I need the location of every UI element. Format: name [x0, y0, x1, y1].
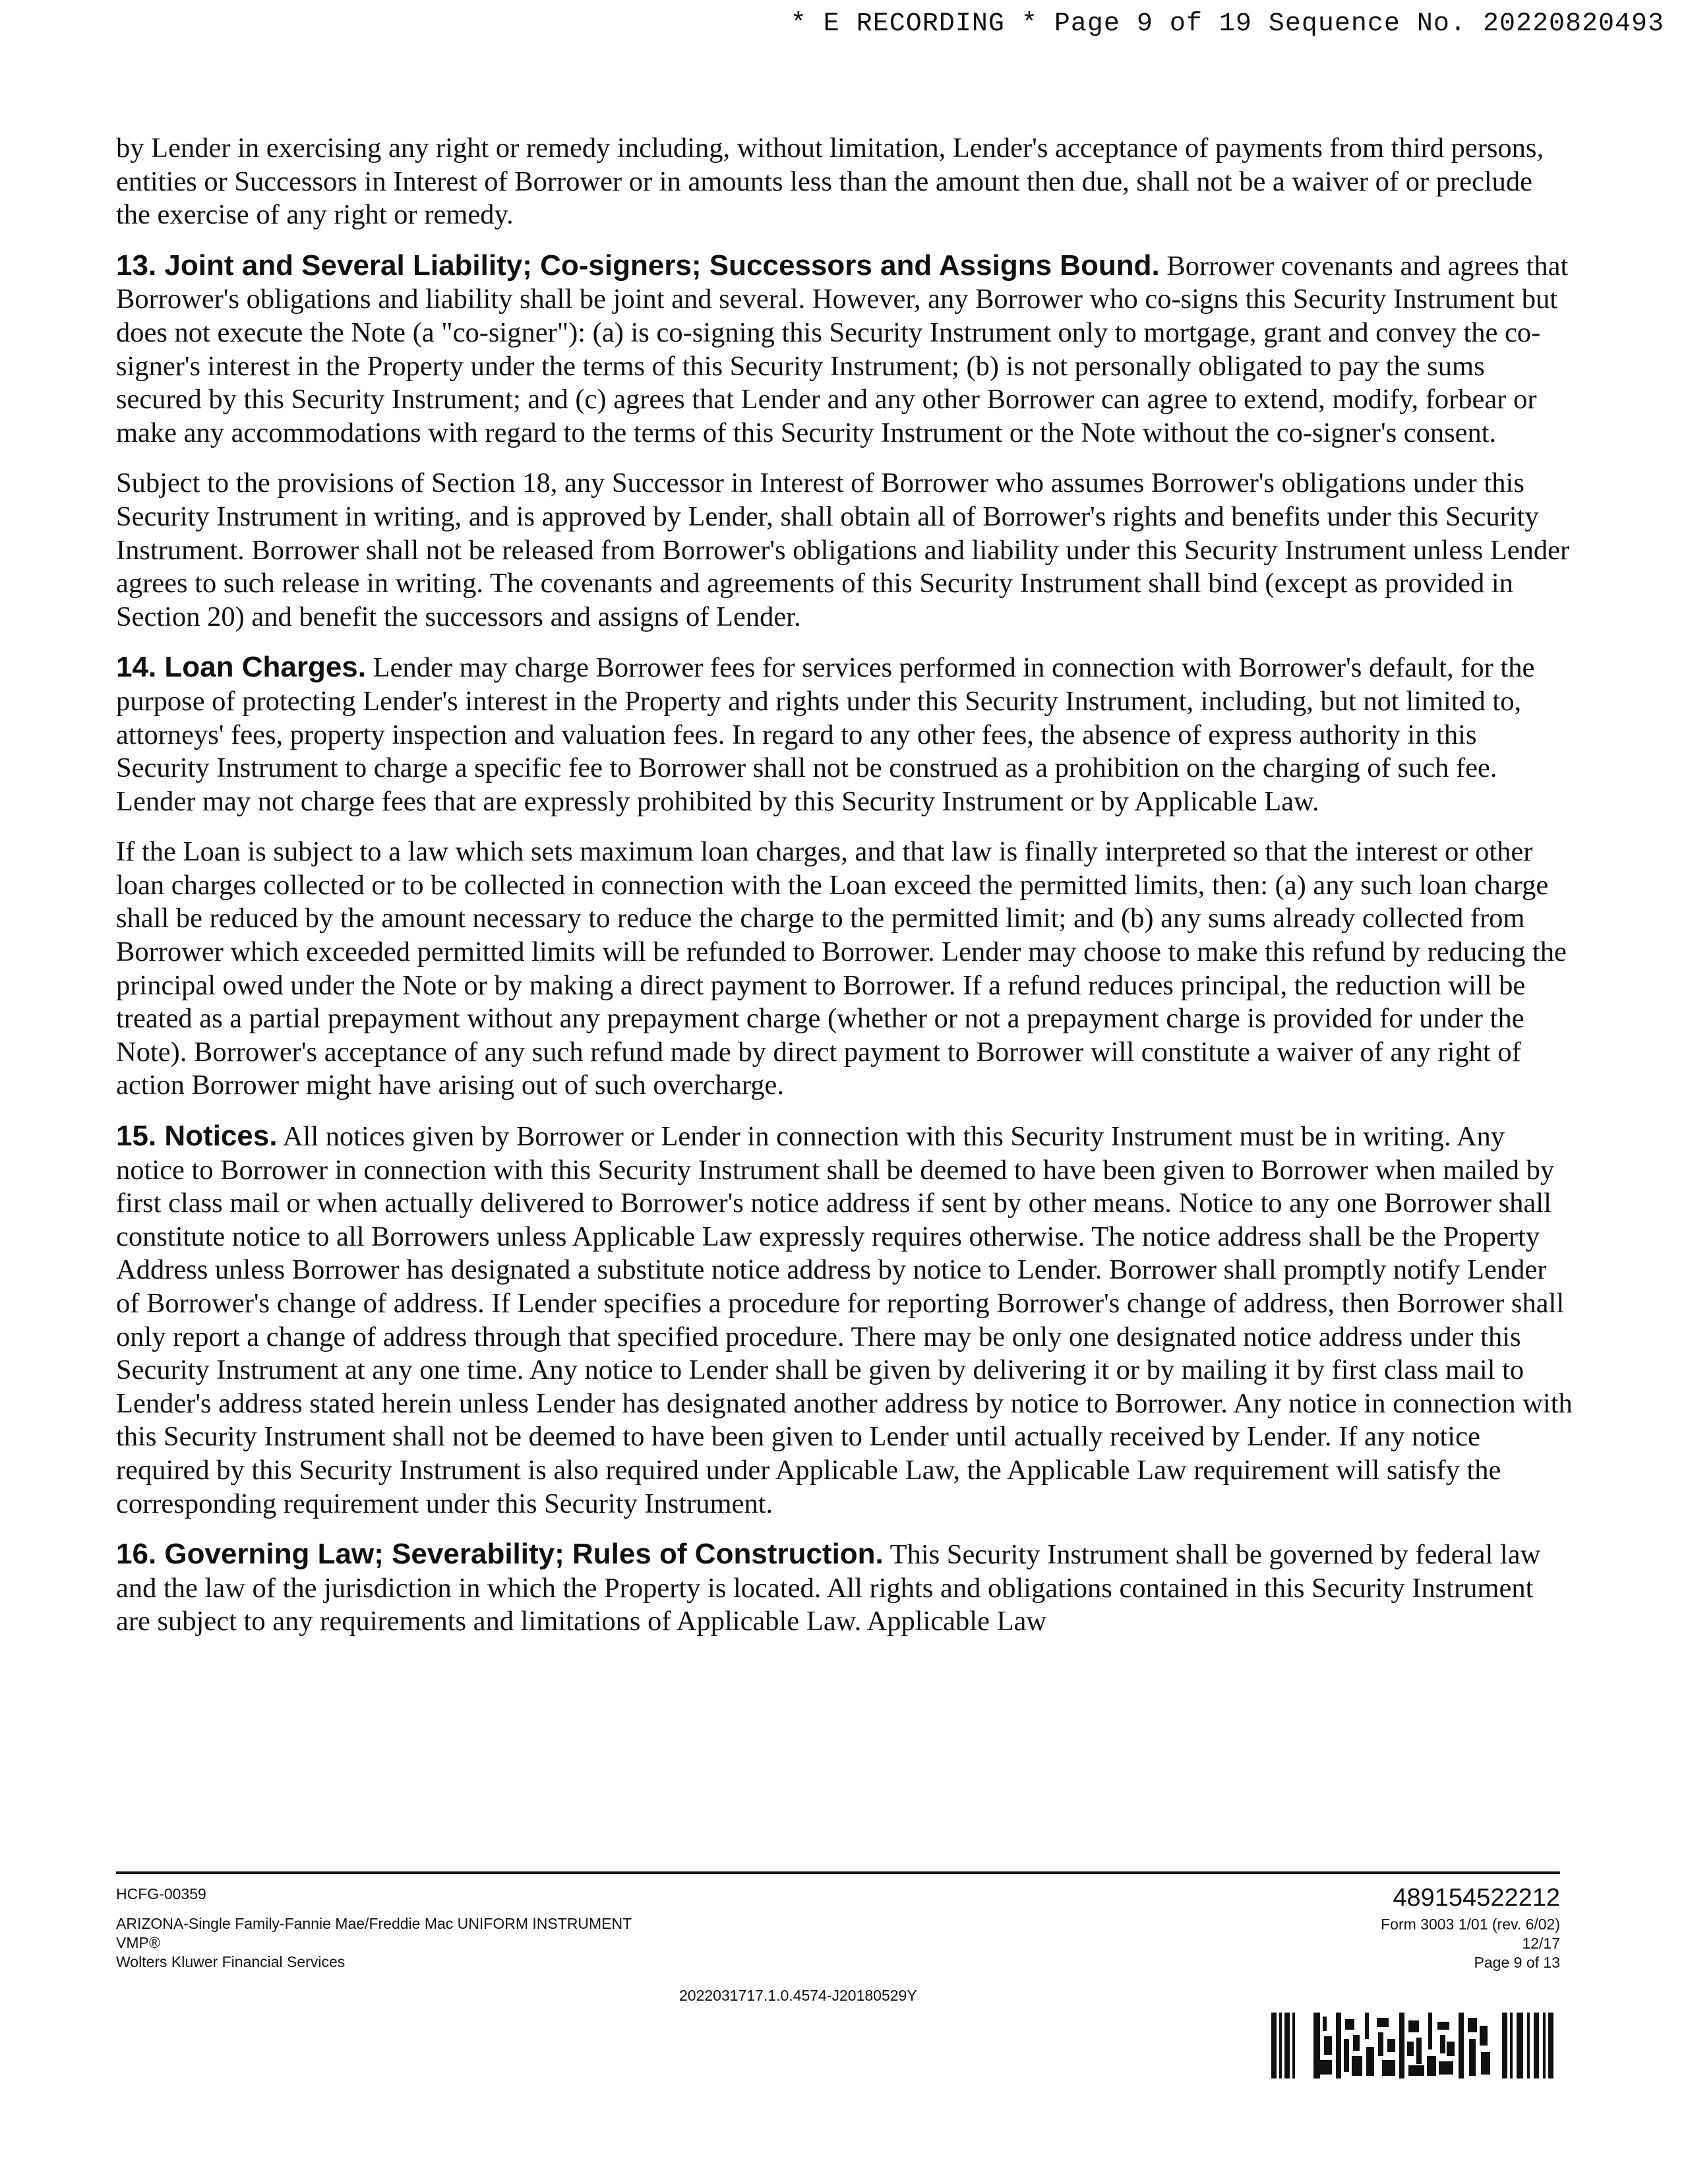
footer-doc-id: HCFG-00359 [116, 1885, 206, 1902]
section-13-paragraph [116, 249, 1573, 450]
page-number: Page 9 of 13 [1474, 1954, 1560, 1971]
footer-right-block [1381, 1883, 1560, 1972]
section-16-heading: 16. Governing Law; Severability; Rules of Construction. [116, 1538, 884, 1571]
footer-left-block [116, 1885, 632, 1972]
section-15-heading: 15. Notices. [116, 1120, 278, 1153]
footer-form-title: ARIZONA-Single Family-Fannie Mae/Freddie Mac UNIFORM INSTRUMENT [116, 1915, 632, 1932]
footer-publisher: Wolters Kluwer Financial Services [116, 1953, 346, 1970]
footer-divider [116, 1871, 1560, 1874]
section-14-text: Lender may charge Borrower fees for services performed in connection with Borrower's default, for the purpose of protecting Lender's interest in the Property and rights under this Security Instrument, including, but not limited to, attorneys' fees, property inspection and valuation fees. In regard to any other fees, the absence of express authority in this Security Instrument to charge a specific fee to Borrower shall not be construed as a prohibition on the charging of such fee. Lender may not charge fees that are expressly prohibited by this Security Instrument or by Applicable Law. [116, 652, 1535, 817]
section-13-heading: 13. Joint and Several Liability; Co-signers; Successors and Assigns Bound. [116, 249, 1160, 282]
section-14-paragraph [116, 651, 1573, 818]
section-16-text: This Security Instrument shall be governed by federal law and the law of the jurisdiction in which the Property is located. All rights and obligations contained in this Security Instrument are subject to any requirements and limitations of Applicable Law. Applicable Law [116, 1539, 1541, 1637]
section-15-paragraph [116, 1120, 1573, 1521]
footer-print-code: 2022031717.1.0.4574-J20180529Y [679, 1987, 917, 2004]
section-14-heading: 14. Loan Charges. [116, 651, 367, 684]
section-16-paragraph [116, 1538, 1573, 1639]
loan-number: 489154522212 [1393, 1884, 1560, 1912]
section-15-text: All notices given by Borrower or Lender in connection with this Security Instrument must be in writing. Any notice to Borrower in connection with this Security Instrument shall be deemed to have been given to Borrower when mailed by first class mail or when actually delivered to Borrower's notice address if sent by other means. Notice to any one Borrower shall constitute notice to all Borrowers unless Applicable Law expressly requires otherwise. The notice address shall be the Property Address unless Borrower has designated a substitute notice address by notice to Lender. Borrower shall promptly notify Lender of Borrower's change of address. If Lender specifies a procedure for reporting Borrower's change of address, then Borrower shall only report a change of address through that specified procedure. There may be only one designated notice address under this Security Instrument at any one time. Any notice to Lender shall be given by delivering it or by mailing it by first class mail to Lender's address stated herein unless Lender has designated another address by notice to Borrower. Any notice in connection with this Security Instrument shall not be deemed to have been given to Lender until actually received by Lender. If any notice required by this Security Instrument is also required under Applicable Law, the Applicable Law requirement will satisfy the corresponding requirement under this Security Instrument. [116, 1121, 1573, 1519]
recording-stamp: * E RECORDING * Page 9 of 19 Sequence No. 20220820493 [790, 9, 1664, 39]
form-date: 12/17 [1522, 1935, 1560, 1952]
section-14-paragraph-2: If the Loan is subject to a law which sets maximum loan charges, and that law is finally interpreted so that the interest or other loan charges collected or to be collected in connection with the Loan exceed the permitted limits, then: (a) any such loan charge shall be reduced by the amount necessary to reduce the charge to the permitted limit; and (b) any sums already collected from Borrower which exceeded permitted limits will be refunded to Borrower. Lender may choose to make this refund by reducing the principal owed under the Note or by making a direct payment to Borrower. If a refund reduces principal, the reduction will be treated as a partial prepayment without any prepayment charge (whether or not a prepayment charge is provided for under the Note). Borrower's acceptance of any such refund made by direct payment to Borrower will constitute a waiver of any right of action Borrower might have arising out of such overcharge. [116, 836, 1567, 1101]
barcode [1271, 2013, 1553, 2078]
footer-vmp: VMP® [116, 1934, 160, 1951]
section-13-text: Borrower covenants and agrees that Borrower's obligations and liability shall be joint and several. However, any Borrower who co-signs this Security Instrument but does not execute the Note (a "co-signer"): (a) is co-signing this Security Instrument only to mortgage, grant and convey the co-signer's interest in the Property under the terms of this Security Instrument; (b) is not personally obligated to pay the sums secured by this Security Instrument; and (c) agrees that Lender and any other Borrower can agree to extend, modify, forbear or make any accommodations with regard to the terms of this Security Instrument or the Note without the co-signer's consent. [116, 250, 1569, 448]
document-body [116, 132, 1573, 1656]
continuation-paragraph: by Lender in exercising any right or remedy including, without limitation, Lender's acceptance of payments from third persons, entities or Successors in Interest of Borrower or in amounts less than the amount then due, shall not be a waiver of or preclude the exercise of any right or remedy. [116, 133, 1544, 231]
section-13-paragraph-2: Subject to the provisions of Section 18, any Successor in Interest of Borrower who assumes Borrower's obligations under this Security Instrument in writing, and is approved by Lender, shall obtain all of Borrower's rights and benefits under this Security Instrument. Borrower shall not be released from Borrower's obligations and liability under this Security Instrument unless Lender agrees to such release in writing. The covenants and agreements of this Security Instrument shall bind (except as provided in Section 20) and benefit the successors and assigns of Lender. [116, 468, 1570, 632]
form-number: Form 3003 1/01 (rev. 6/02) [1381, 1916, 1560, 1933]
